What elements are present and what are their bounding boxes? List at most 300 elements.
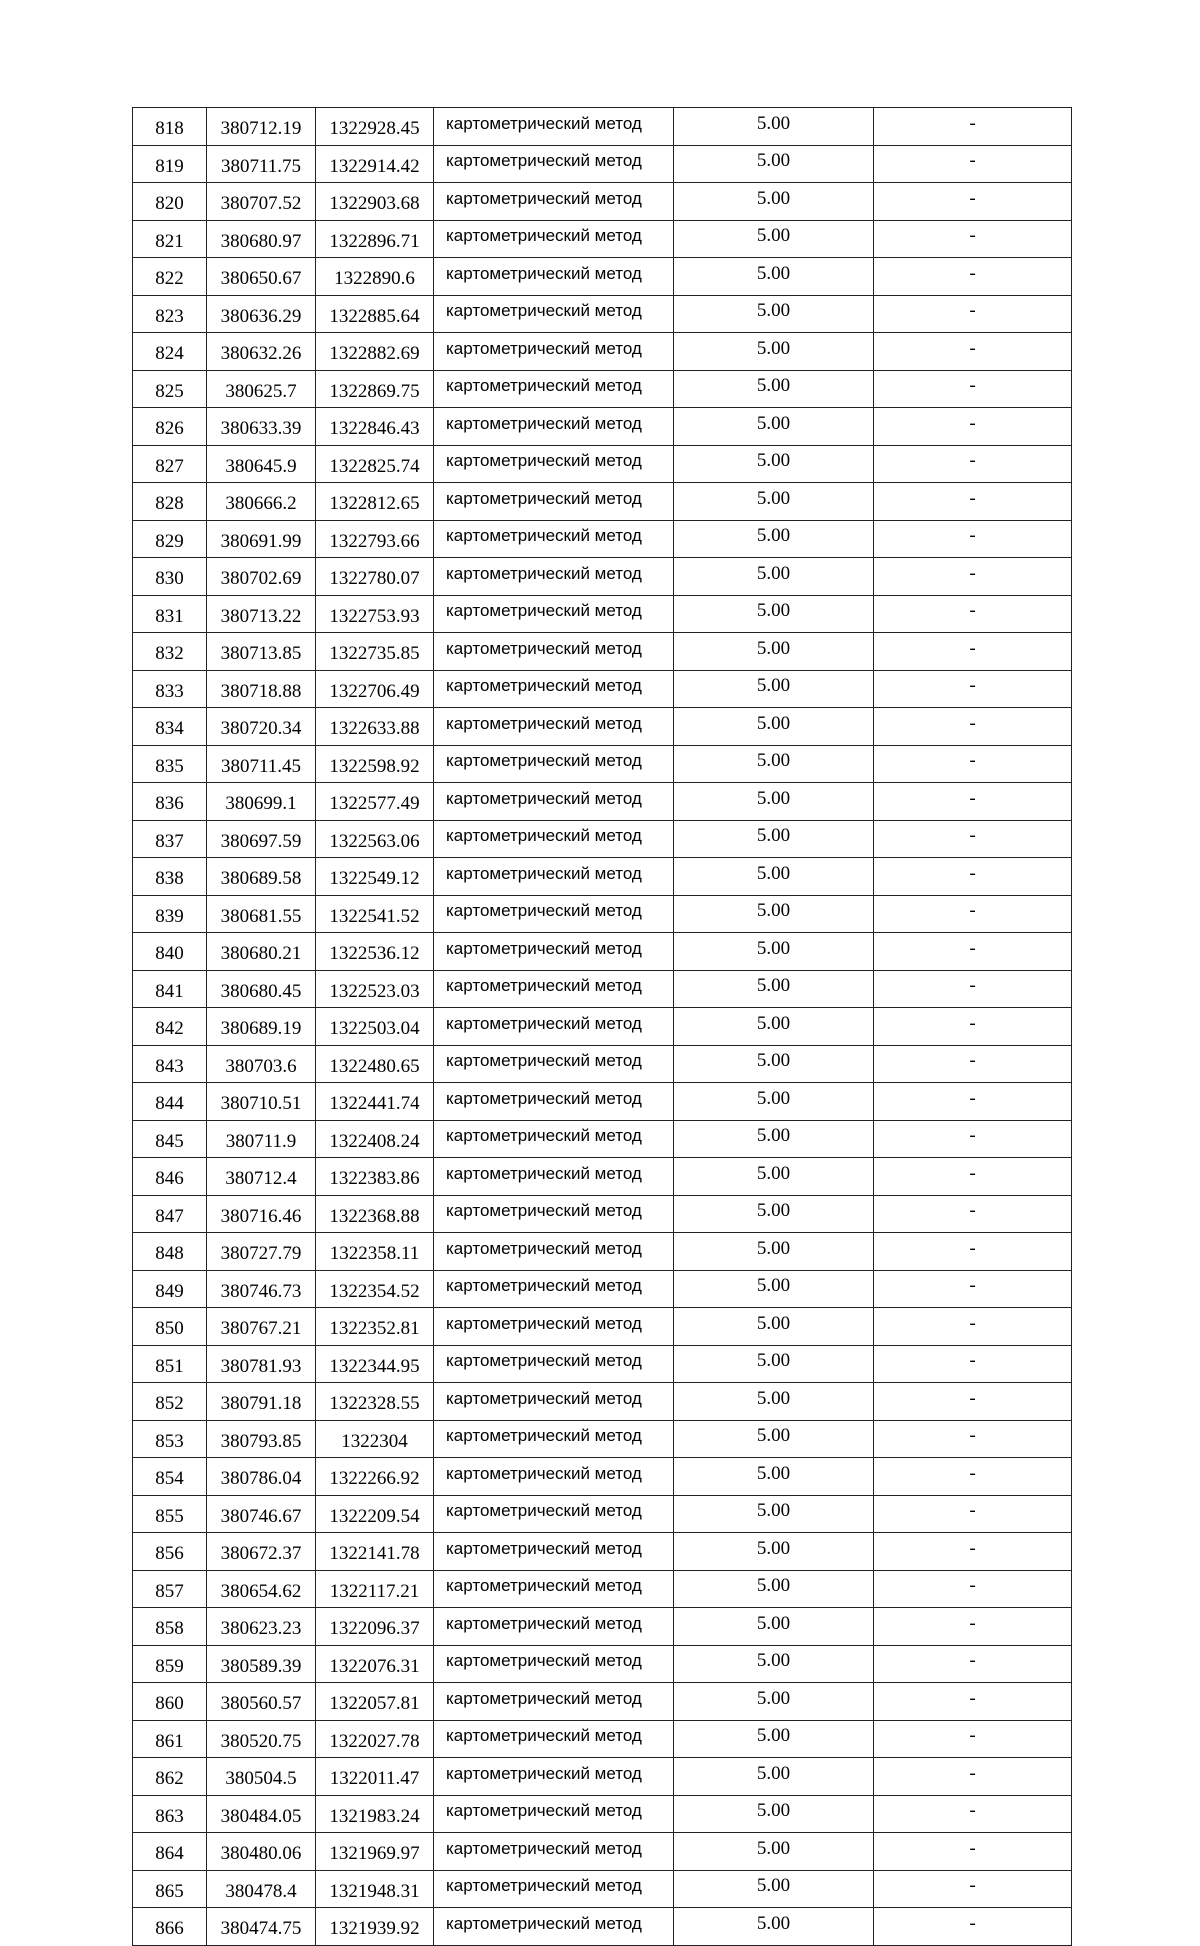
x-coordinate: 380633.39 xyxy=(207,408,316,446)
x-coordinate: 380727.79 xyxy=(207,1233,316,1271)
method-cell: картометрический метод xyxy=(434,745,674,783)
x-coordinate: 380718.88 xyxy=(207,670,316,708)
point-number: 833 xyxy=(133,670,207,708)
note-cell: - xyxy=(874,333,1072,371)
error-cell: 5.00 xyxy=(674,1120,874,1158)
method-cell: картометрический метод xyxy=(434,1420,674,1458)
y-coordinate: 1322480.65 xyxy=(316,1045,434,1083)
x-coordinate: 380680.21 xyxy=(207,933,316,971)
y-coordinate: 1322706.49 xyxy=(316,670,434,708)
error-cell: 5.00 xyxy=(674,145,874,183)
error-cell: 5.00 xyxy=(674,633,874,671)
error-cell: 5.00 xyxy=(674,1083,874,1121)
method-cell: картометрический метод xyxy=(434,595,674,633)
y-coordinate: 1322076.31 xyxy=(316,1645,434,1683)
error-cell: 5.00 xyxy=(674,370,874,408)
method-cell: картометрический метод xyxy=(434,1008,674,1046)
point-number: 851 xyxy=(133,1345,207,1383)
point-number: 847 xyxy=(133,1195,207,1233)
y-coordinate: 1322780.07 xyxy=(316,558,434,596)
error-cell: 5.00 xyxy=(674,1570,874,1608)
table-row xyxy=(133,1345,1072,1383)
point-number: 830 xyxy=(133,558,207,596)
x-coordinate: 380625.7 xyxy=(207,370,316,408)
method-cell: картометрический метод xyxy=(434,1308,674,1346)
table-row xyxy=(133,895,1072,933)
method-cell: картометрический метод xyxy=(434,1345,674,1383)
note-cell: - xyxy=(874,1458,1072,1496)
y-coordinate: 1322266.92 xyxy=(316,1458,434,1496)
note-cell: - xyxy=(874,1870,1072,1908)
x-coordinate: 380680.97 xyxy=(207,220,316,258)
x-coordinate: 380711.45 xyxy=(207,745,316,783)
table-row xyxy=(133,1495,1072,1533)
table-row xyxy=(133,1158,1072,1196)
table-row xyxy=(133,1720,1072,1758)
y-coordinate: 1322011.47 xyxy=(316,1758,434,1796)
y-coordinate: 1322352.81 xyxy=(316,1308,434,1346)
error-cell: 5.00 xyxy=(674,1533,874,1571)
y-coordinate: 1322753.93 xyxy=(316,595,434,633)
x-coordinate: 380711.75 xyxy=(207,145,316,183)
table-row xyxy=(133,1008,1072,1046)
note-cell: - xyxy=(874,820,1072,858)
table-row xyxy=(133,820,1072,858)
table-row xyxy=(133,1083,1072,1121)
table-row xyxy=(133,1908,1072,1946)
note-cell: - xyxy=(874,108,1072,146)
table-row xyxy=(133,1570,1072,1608)
x-coordinate: 380589.39 xyxy=(207,1645,316,1683)
method-cell: картометрический метод xyxy=(434,370,674,408)
x-coordinate: 380786.04 xyxy=(207,1458,316,1496)
point-number: 866 xyxy=(133,1908,207,1946)
method-cell: картометрический метод xyxy=(434,333,674,371)
table-row xyxy=(133,708,1072,746)
x-coordinate: 380791.18 xyxy=(207,1383,316,1421)
note-cell: - xyxy=(874,1720,1072,1758)
note-cell: - xyxy=(874,1420,1072,1458)
note-cell: - xyxy=(874,520,1072,558)
note-cell: - xyxy=(874,1270,1072,1308)
table-row xyxy=(133,670,1072,708)
y-coordinate: 1322846.43 xyxy=(316,408,434,446)
method-cell: картометрический метод xyxy=(434,108,674,146)
x-coordinate: 380478.4 xyxy=(207,1870,316,1908)
table-row xyxy=(133,108,1072,146)
method-cell: картометрический метод xyxy=(434,1083,674,1121)
point-number: 856 xyxy=(133,1533,207,1571)
method-cell: картометрический метод xyxy=(434,895,674,933)
note-cell: - xyxy=(874,1158,1072,1196)
table-row xyxy=(133,483,1072,521)
y-coordinate: 1322541.52 xyxy=(316,895,434,933)
error-cell: 5.00 xyxy=(674,895,874,933)
point-number: 818 xyxy=(133,108,207,146)
note-cell: - xyxy=(874,895,1072,933)
table-row xyxy=(133,408,1072,446)
point-number: 862 xyxy=(133,1758,207,1796)
note-cell: - xyxy=(874,1533,1072,1571)
note-cell: - xyxy=(874,1495,1072,1533)
y-coordinate: 1322825.74 xyxy=(316,445,434,483)
point-number: 855 xyxy=(133,1495,207,1533)
y-coordinate: 1322903.68 xyxy=(316,183,434,221)
table-row xyxy=(133,1195,1072,1233)
x-coordinate: 380672.37 xyxy=(207,1533,316,1571)
table-row xyxy=(133,295,1072,333)
note-cell: - xyxy=(874,670,1072,708)
point-number: 853 xyxy=(133,1420,207,1458)
x-coordinate: 380689.19 xyxy=(207,1008,316,1046)
point-number: 819 xyxy=(133,145,207,183)
table-row xyxy=(133,1608,1072,1646)
y-coordinate: 1322383.86 xyxy=(316,1158,434,1196)
error-cell: 5.00 xyxy=(674,1458,874,1496)
y-coordinate: 1322633.88 xyxy=(316,708,434,746)
note-cell: - xyxy=(874,745,1072,783)
point-number: 844 xyxy=(133,1083,207,1121)
method-cell: картометрический метод xyxy=(434,1158,674,1196)
error-cell: 5.00 xyxy=(674,1270,874,1308)
note-cell: - xyxy=(874,1345,1072,1383)
note-cell: - xyxy=(874,483,1072,521)
y-coordinate: 1321969.97 xyxy=(316,1833,434,1871)
error-cell: 5.00 xyxy=(674,445,874,483)
table-row xyxy=(133,1458,1072,1496)
method-cell: картометрический метод xyxy=(434,1270,674,1308)
error-cell: 5.00 xyxy=(674,1308,874,1346)
point-number: 859 xyxy=(133,1645,207,1683)
x-coordinate: 380520.75 xyxy=(207,1720,316,1758)
coordinates-table xyxy=(132,107,1072,1946)
method-cell: картометрический метод xyxy=(434,1608,674,1646)
point-number: 834 xyxy=(133,708,207,746)
note-cell: - xyxy=(874,970,1072,1008)
x-coordinate: 380650.67 xyxy=(207,258,316,296)
table-row xyxy=(133,1870,1072,1908)
y-coordinate: 1321939.92 xyxy=(316,1908,434,1946)
method-cell: картометрический метод xyxy=(434,1195,674,1233)
x-coordinate: 380702.69 xyxy=(207,558,316,596)
y-coordinate: 1322141.78 xyxy=(316,1533,434,1571)
x-coordinate: 380746.67 xyxy=(207,1495,316,1533)
method-cell: картометрический метод xyxy=(434,220,674,258)
error-cell: 5.00 xyxy=(674,1795,874,1833)
y-coordinate: 1322503.04 xyxy=(316,1008,434,1046)
coordinates-table-body xyxy=(133,108,1072,1946)
x-coordinate: 380681.55 xyxy=(207,895,316,933)
x-coordinate: 380560.57 xyxy=(207,1683,316,1721)
note-cell: - xyxy=(874,295,1072,333)
x-coordinate: 380484.05 xyxy=(207,1795,316,1833)
table-row xyxy=(133,1683,1072,1721)
y-coordinate: 1322549.12 xyxy=(316,858,434,896)
point-number: 836 xyxy=(133,783,207,821)
y-coordinate: 1322890.6 xyxy=(316,258,434,296)
table-row xyxy=(133,220,1072,258)
table-row xyxy=(133,258,1072,296)
x-coordinate: 380710.51 xyxy=(207,1083,316,1121)
point-number: 839 xyxy=(133,895,207,933)
point-number: 849 xyxy=(133,1270,207,1308)
method-cell: картометрический метод xyxy=(434,520,674,558)
table-row xyxy=(133,1758,1072,1796)
table-row xyxy=(133,1645,1072,1683)
note-cell: - xyxy=(874,1570,1072,1608)
note-cell: - xyxy=(874,258,1072,296)
error-cell: 5.00 xyxy=(674,1008,874,1046)
point-number: 865 xyxy=(133,1870,207,1908)
error-cell: 5.00 xyxy=(674,1495,874,1533)
y-coordinate: 1322358.11 xyxy=(316,1233,434,1271)
method-cell: картометрический метод xyxy=(434,445,674,483)
error-cell: 5.00 xyxy=(674,1420,874,1458)
table-row xyxy=(133,1045,1072,1083)
y-coordinate: 1322096.37 xyxy=(316,1608,434,1646)
method-cell: картометрический метод xyxy=(434,783,674,821)
point-number: 850 xyxy=(133,1308,207,1346)
point-number: 848 xyxy=(133,1233,207,1271)
y-coordinate: 1322523.03 xyxy=(316,970,434,1008)
point-number: 854 xyxy=(133,1458,207,1496)
note-cell: - xyxy=(874,1645,1072,1683)
x-coordinate: 380474.75 xyxy=(207,1908,316,1946)
point-number: 845 xyxy=(133,1120,207,1158)
note-cell: - xyxy=(874,183,1072,221)
y-coordinate: 1322209.54 xyxy=(316,1495,434,1533)
error-cell: 5.00 xyxy=(674,595,874,633)
y-coordinate: 1322914.42 xyxy=(316,145,434,183)
point-number: 842 xyxy=(133,1008,207,1046)
error-cell: 5.00 xyxy=(674,1345,874,1383)
table-row xyxy=(133,633,1072,671)
method-cell: картометрический метод xyxy=(434,483,674,521)
y-coordinate: 1322793.66 xyxy=(316,520,434,558)
point-number: 863 xyxy=(133,1795,207,1833)
note-cell: - xyxy=(874,1795,1072,1833)
error-cell: 5.00 xyxy=(674,183,874,221)
x-coordinate: 380767.21 xyxy=(207,1308,316,1346)
note-cell: - xyxy=(874,633,1072,671)
point-number: 843 xyxy=(133,1045,207,1083)
error-cell: 5.00 xyxy=(674,258,874,296)
point-number: 837 xyxy=(133,820,207,858)
table-row xyxy=(133,1795,1072,1833)
y-coordinate: 1322869.75 xyxy=(316,370,434,408)
note-cell: - xyxy=(874,1120,1072,1158)
note-cell: - xyxy=(874,708,1072,746)
x-coordinate: 380691.99 xyxy=(207,520,316,558)
note-cell: - xyxy=(874,595,1072,633)
error-cell: 5.00 xyxy=(674,1683,874,1721)
point-number: 832 xyxy=(133,633,207,671)
table-row xyxy=(133,1420,1072,1458)
note-cell: - xyxy=(874,370,1072,408)
method-cell: картометрический метод xyxy=(434,1045,674,1083)
x-coordinate: 380746.73 xyxy=(207,1270,316,1308)
method-cell: картометрический метод xyxy=(434,1720,674,1758)
method-cell: картометрический метод xyxy=(434,1908,674,1946)
method-cell: картометрический метод xyxy=(434,1833,674,1871)
x-coordinate: 380712.4 xyxy=(207,1158,316,1196)
note-cell: - xyxy=(874,1383,1072,1421)
point-number: 852 xyxy=(133,1383,207,1421)
error-cell: 5.00 xyxy=(674,1608,874,1646)
x-coordinate: 380666.2 xyxy=(207,483,316,521)
x-coordinate: 380713.22 xyxy=(207,595,316,633)
point-number: 858 xyxy=(133,1608,207,1646)
table-row xyxy=(133,1270,1072,1308)
error-cell: 5.00 xyxy=(674,483,874,521)
table-row xyxy=(133,1533,1072,1571)
x-coordinate: 380703.6 xyxy=(207,1045,316,1083)
point-number: 824 xyxy=(133,333,207,371)
note-cell: - xyxy=(874,858,1072,896)
table-row xyxy=(133,745,1072,783)
y-coordinate: 1322896.71 xyxy=(316,220,434,258)
point-number: 841 xyxy=(133,970,207,1008)
note-cell: - xyxy=(874,220,1072,258)
table-row xyxy=(133,520,1072,558)
method-cell: картометрический метод xyxy=(434,1495,674,1533)
y-coordinate: 1322304 xyxy=(316,1420,434,1458)
table-row xyxy=(133,370,1072,408)
note-cell: - xyxy=(874,933,1072,971)
point-number: 826 xyxy=(133,408,207,446)
x-coordinate: 380699.1 xyxy=(207,783,316,821)
point-number: 829 xyxy=(133,520,207,558)
point-number: 820 xyxy=(133,183,207,221)
method-cell: картометрический метод xyxy=(434,933,674,971)
table-row xyxy=(133,1833,1072,1871)
point-number: 825 xyxy=(133,370,207,408)
point-number: 823 xyxy=(133,295,207,333)
x-coordinate: 380712.19 xyxy=(207,108,316,146)
x-coordinate: 380504.5 xyxy=(207,1758,316,1796)
note-cell: - xyxy=(874,1195,1072,1233)
note-cell: - xyxy=(874,1045,1072,1083)
x-coordinate: 380632.26 xyxy=(207,333,316,371)
error-cell: 5.00 xyxy=(674,520,874,558)
error-cell: 5.00 xyxy=(674,333,874,371)
y-coordinate: 1322563.06 xyxy=(316,820,434,858)
table-row xyxy=(133,1233,1072,1271)
x-coordinate: 380720.34 xyxy=(207,708,316,746)
note-cell: - xyxy=(874,1008,1072,1046)
point-number: 831 xyxy=(133,595,207,633)
error-cell: 5.00 xyxy=(674,408,874,446)
method-cell: картометрический метод xyxy=(434,408,674,446)
point-number: 835 xyxy=(133,745,207,783)
error-cell: 5.00 xyxy=(674,970,874,1008)
y-coordinate: 1321983.24 xyxy=(316,1795,434,1833)
x-coordinate: 380793.85 xyxy=(207,1420,316,1458)
error-cell: 5.00 xyxy=(674,1233,874,1271)
table-row xyxy=(133,858,1072,896)
method-cell: картометрический метод xyxy=(434,708,674,746)
note-cell: - xyxy=(874,1833,1072,1871)
method-cell: картометрический метод xyxy=(434,670,674,708)
error-cell: 5.00 xyxy=(674,1195,874,1233)
error-cell: 5.00 xyxy=(674,108,874,146)
method-cell: картометрический метод xyxy=(434,1645,674,1683)
x-coordinate: 380636.29 xyxy=(207,295,316,333)
error-cell: 5.00 xyxy=(674,1870,874,1908)
note-cell: - xyxy=(874,558,1072,596)
point-number: 828 xyxy=(133,483,207,521)
method-cell: картометрический метод xyxy=(434,1570,674,1608)
note-cell: - xyxy=(874,1608,1072,1646)
method-cell: картометрический метод xyxy=(434,145,674,183)
error-cell: 5.00 xyxy=(674,1045,874,1083)
y-coordinate: 1322368.88 xyxy=(316,1195,434,1233)
method-cell: картометрический метод xyxy=(434,1458,674,1496)
x-coordinate: 380781.93 xyxy=(207,1345,316,1383)
error-cell: 5.00 xyxy=(674,295,874,333)
x-coordinate: 380680.45 xyxy=(207,970,316,1008)
x-coordinate: 380713.85 xyxy=(207,633,316,671)
method-cell: картометрический метод xyxy=(434,295,674,333)
error-cell: 5.00 xyxy=(674,1908,874,1946)
point-number: 857 xyxy=(133,1570,207,1608)
note-cell: - xyxy=(874,1683,1072,1721)
error-cell: 5.00 xyxy=(674,933,874,971)
error-cell: 5.00 xyxy=(674,220,874,258)
point-number: 822 xyxy=(133,258,207,296)
y-coordinate: 1322117.21 xyxy=(316,1570,434,1608)
note-cell: - xyxy=(874,1758,1072,1796)
table-row xyxy=(133,783,1072,821)
method-cell: картометрический метод xyxy=(434,820,674,858)
table-row xyxy=(133,1120,1072,1158)
method-cell: картометрический метод xyxy=(434,258,674,296)
error-cell: 5.00 xyxy=(674,1833,874,1871)
y-coordinate: 1322882.69 xyxy=(316,333,434,371)
y-coordinate: 1322027.78 xyxy=(316,1720,434,1758)
error-cell: 5.00 xyxy=(674,858,874,896)
method-cell: картометрический метод xyxy=(434,970,674,1008)
method-cell: картометрический метод xyxy=(434,1120,674,1158)
x-coordinate: 380689.58 xyxy=(207,858,316,896)
method-cell: картометрический метод xyxy=(434,183,674,221)
note-cell: - xyxy=(874,1308,1072,1346)
point-number: 861 xyxy=(133,1720,207,1758)
point-number: 838 xyxy=(133,858,207,896)
y-coordinate: 1322057.81 xyxy=(316,1683,434,1721)
method-cell: картометрический метод xyxy=(434,1233,674,1271)
x-coordinate: 380654.62 xyxy=(207,1570,316,1608)
error-cell: 5.00 xyxy=(674,708,874,746)
y-coordinate: 1322354.52 xyxy=(316,1270,434,1308)
note-cell: - xyxy=(874,1083,1072,1121)
method-cell: картометрический метод xyxy=(434,1758,674,1796)
method-cell: картометрический метод xyxy=(434,1870,674,1908)
x-coordinate: 380697.59 xyxy=(207,820,316,858)
y-coordinate: 1322344.95 xyxy=(316,1345,434,1383)
table-row xyxy=(133,558,1072,596)
method-cell: картометрический метод xyxy=(434,558,674,596)
y-coordinate: 1322577.49 xyxy=(316,783,434,821)
y-coordinate: 1322328.55 xyxy=(316,1383,434,1421)
x-coordinate: 380623.23 xyxy=(207,1608,316,1646)
x-coordinate: 380645.9 xyxy=(207,445,316,483)
error-cell: 5.00 xyxy=(674,1383,874,1421)
table-row xyxy=(133,1308,1072,1346)
error-cell: 5.00 xyxy=(674,558,874,596)
note-cell: - xyxy=(874,445,1072,483)
error-cell: 5.00 xyxy=(674,1720,874,1758)
